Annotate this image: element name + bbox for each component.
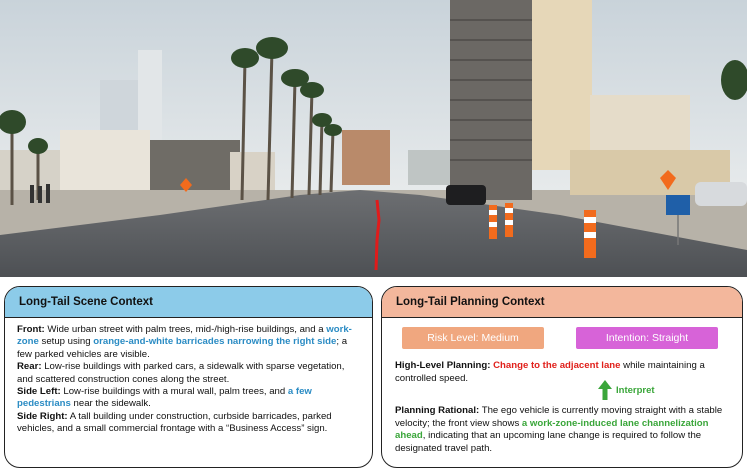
front-highlight-work-zone: work-zone — [17, 324, 352, 348]
rear-description — [17, 361, 360, 386]
up-arrow-icon — [598, 380, 612, 400]
building-right-beige — [532, 0, 592, 170]
side-left-description — [17, 386, 360, 411]
side-left-text-2: near the sidewalk. — [70, 398, 151, 410]
scene-context-panel — [4, 286, 373, 468]
side-left-highlight-pedestrians: a few pedestrians — [17, 386, 312, 410]
front-text-2: setup using — [38, 336, 94, 348]
front-text-3: ; a few parked vehicles are visible. — [17, 336, 348, 360]
pedestrians — [30, 184, 50, 203]
business-access-sign — [666, 195, 690, 215]
intention-badge: Intention: Straight — [576, 327, 718, 349]
high-level-label: High-Level Planning: — [395, 360, 491, 371]
scene-context-title: Long-Tail Scene Context — [5, 287, 372, 318]
front-label: Front: — [17, 324, 45, 335]
front-description — [17, 324, 360, 361]
side-right-label: Side Right: — [17, 410, 68, 422]
rationale-text-2: , indicating that an upcoming lane change is required to follow the designated travel path. — [395, 430, 702, 454]
building-left-mural — [150, 140, 240, 190]
interpret-label: Interpret — [616, 384, 655, 396]
risk-level-badge: Risk Level: Medium — [402, 327, 544, 349]
building-right-mid — [590, 95, 690, 155]
high-level-highlight: Change to the adjacent lane — [493, 360, 621, 371]
rationale-highlight: a work-zone-induced lane channelization ahead — [395, 417, 709, 442]
rationale-text-1: The ego vehicle is currently moving straight with a stable velocity; the front view shows — [395, 405, 723, 429]
planning-context-title: Long-Tail Planning Context — [382, 287, 742, 318]
side-right-description — [17, 411, 360, 436]
building-center-brick — [342, 130, 390, 185]
planning-context-panel — [381, 286, 743, 468]
interpret-arrow — [598, 380, 655, 400]
building-left-low — [60, 130, 150, 190]
side-right-text: A tall building under construction, curbside barricades, parked vehicles, and a small commercial frontage with a “Business Access” sign. — [17, 410, 332, 435]
parked-truck — [446, 185, 486, 205]
rationale-label: Planning Rational: — [395, 405, 480, 416]
building-far-left — [0, 150, 60, 190]
front-highlight-barricades: orange-and-white barricades narrowing the right side — [93, 336, 337, 348]
rear-text: Low-rise buildings with parked cars, a sidewalk with sparse vegetation, and scattered construction cones along the street. — [17, 361, 345, 385]
high-level-text: while maintaining a controlled speed. — [395, 360, 705, 384]
side-left-label: Side Left: — [17, 386, 61, 398]
planning-rationale — [395, 405, 729, 455]
high-level-planning — [395, 360, 715, 385]
scene-context-body — [5, 318, 372, 436]
front-text-1: Wide urban street with palm trees, mid-/high-rise buildings, and a — [44, 324, 327, 335]
parked-suv — [695, 182, 747, 206]
side-left-text-1: Low-rise buildings with a mural wall, palm trees, and — [60, 386, 288, 398]
rear-label: Rear: — [17, 361, 42, 373]
